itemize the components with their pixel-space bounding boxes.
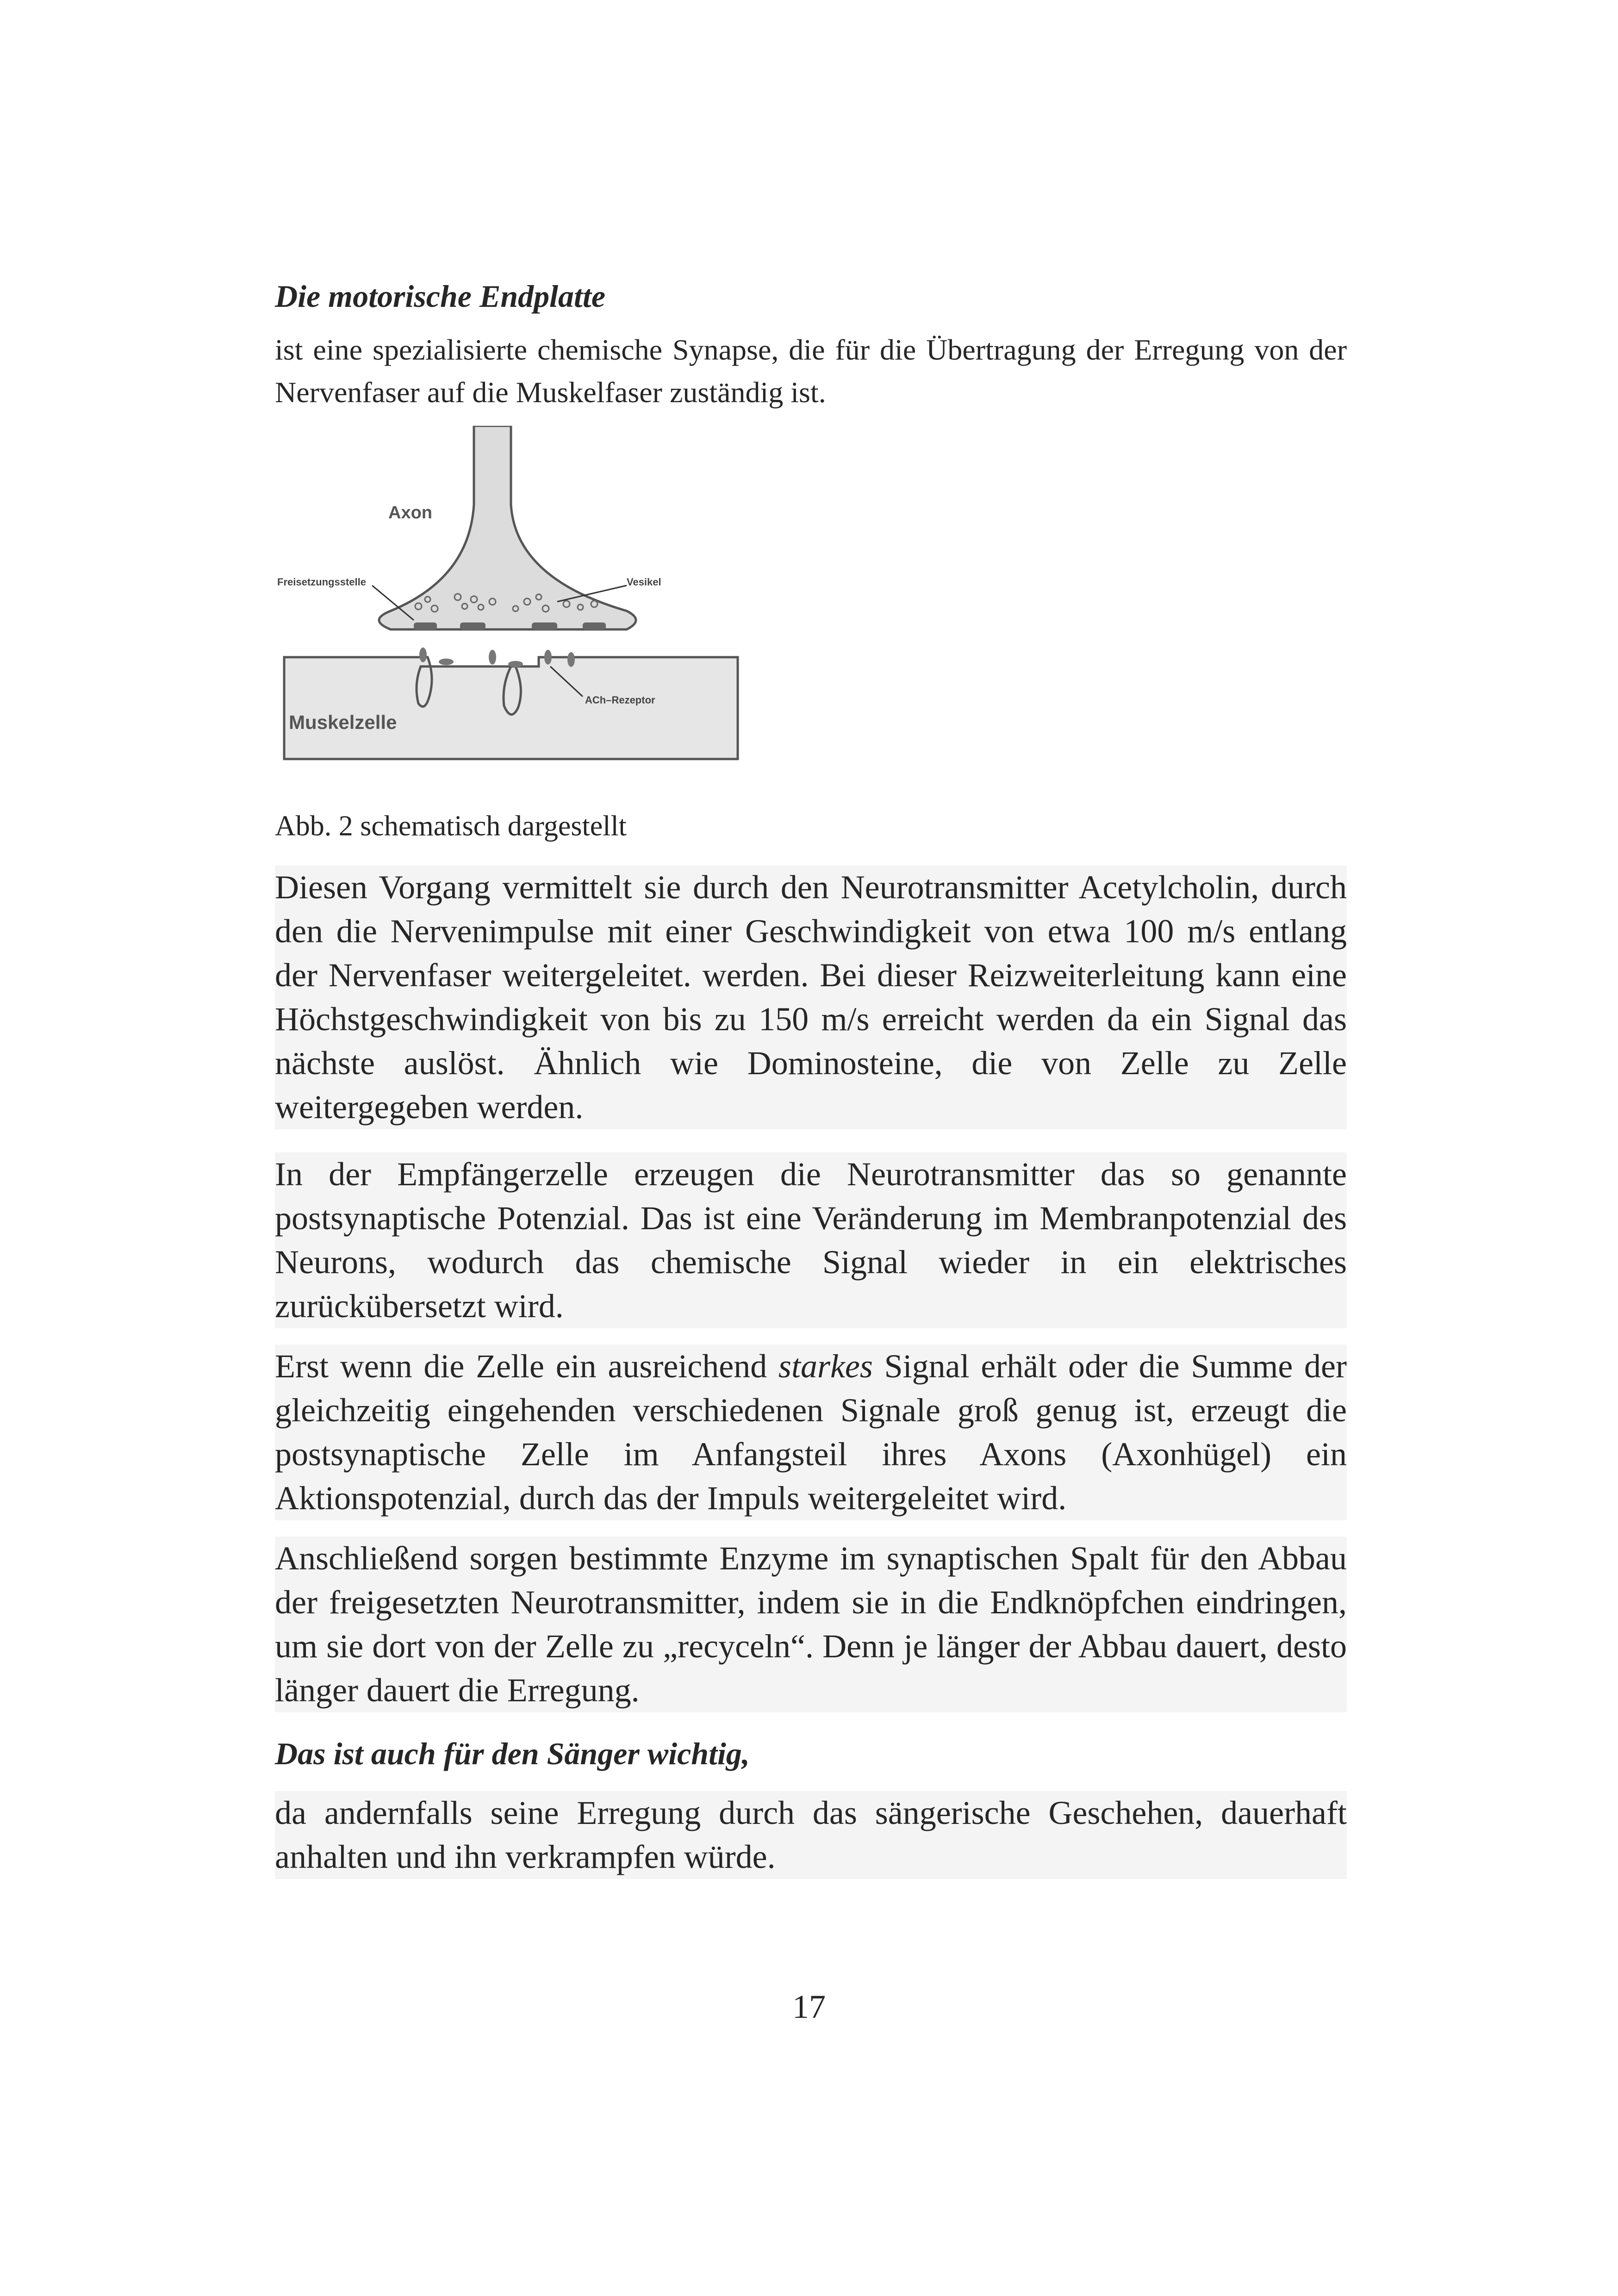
intro-paragraph: ist eine spezialisierte chemische Synapse, die für die Übertragung der Erregung von der Nervenfaser auf die Muskelfaser zuständig ist. [275, 333, 1347, 409]
paragraph-3-text-end: Signal erhält oder die Summe der gleichzeitig eingehenden verschiedenen Signale groß genug ist, erzeugt die postsynaptische Zelle im Anfangsteil ihres Axons (Axonhügel) ein Aktionspotenzial, durch das der Impuls weitergeleitet wird. [275, 1348, 1347, 1517]
paragraph-4-text: Anschließend sorgen bestimmte Enzyme im synaptischen Spalt für den Abbau der freigesetzten Neurotransmitter, indem sie in die Endknöpfchen eindringen, um sie dort von der Zelle zu „recyceln“. Denn je länger der Abbau dauert, desto länger dauert die Erregung. [275, 1540, 1347, 1709]
label-muscle-cell: Muskelzelle [289, 711, 397, 733]
paragraph-5 [275, 1791, 1347, 1879]
paragraph-1-text: Diesen Vorgang vermittelt sie durch den Neurotransmitter Acetylcholin, durch den die Nervenimpulse mit einer Geschwindigkeit von etwa 100 m/s entlang der Nervenfaser weitergeleitet. werden. Bei dieser Reizweiterleitung kann eine Höchstgeschwindigkeit von bis zu 150 m/s erreicht werden da ein Signal das nächste auslöst. Ähnlich wie Dominosteine, die von Zelle zu Zelle weitergegeben werden. [275, 869, 1347, 1126]
synapse-figure [275, 426, 752, 768]
paragraph-2-text: In der Empfängerzelle erzeugen die Neurotransmitter das so genannte postsynaptische Potenzial. Das ist eine Veränderung im Membranpotenzial des Neurons, wodurch das chemische Signal wieder in ein elektrisches zurückübersetzt wird. [275, 1156, 1347, 1325]
paragraph-5-text: da andernfalls seine Erregung durch das sängerische Geschehen, dauerhaft anhalten und ihn verkrampfen würde. [275, 1794, 1347, 1875]
section-title: Die motorische Endplatte [275, 279, 605, 314]
paragraph-4 [275, 1537, 1347, 1712]
paragraph-3 [275, 1344, 1347, 1520]
label-release-site: Freisetzungsstelle [277, 576, 366, 588]
paragraph-2 [275, 1152, 1347, 1328]
figure-caption: Abb. 2 schematisch dargestellt [275, 810, 627, 842]
axon-shape [379, 426, 636, 629]
label-vesicle: Vesikel [627, 576, 661, 588]
paragraph-1 [275, 865, 1347, 1129]
paragraph-3-text-start: Erst wenn die Zelle ein ausreichend [275, 1348, 778, 1385]
muscle-cell-shape [284, 657, 738, 759]
page-number: 17 [792, 1988, 826, 2025]
paragraph-3-emphasis: starkes [778, 1348, 873, 1385]
subheading: Das ist auch für den Sänger wichtig, [275, 1736, 750, 1771]
synapse-diagram [275, 426, 752, 768]
label-axon: Axon [388, 503, 432, 523]
label-receptor: ACh–Rezeptor [585, 694, 655, 706]
